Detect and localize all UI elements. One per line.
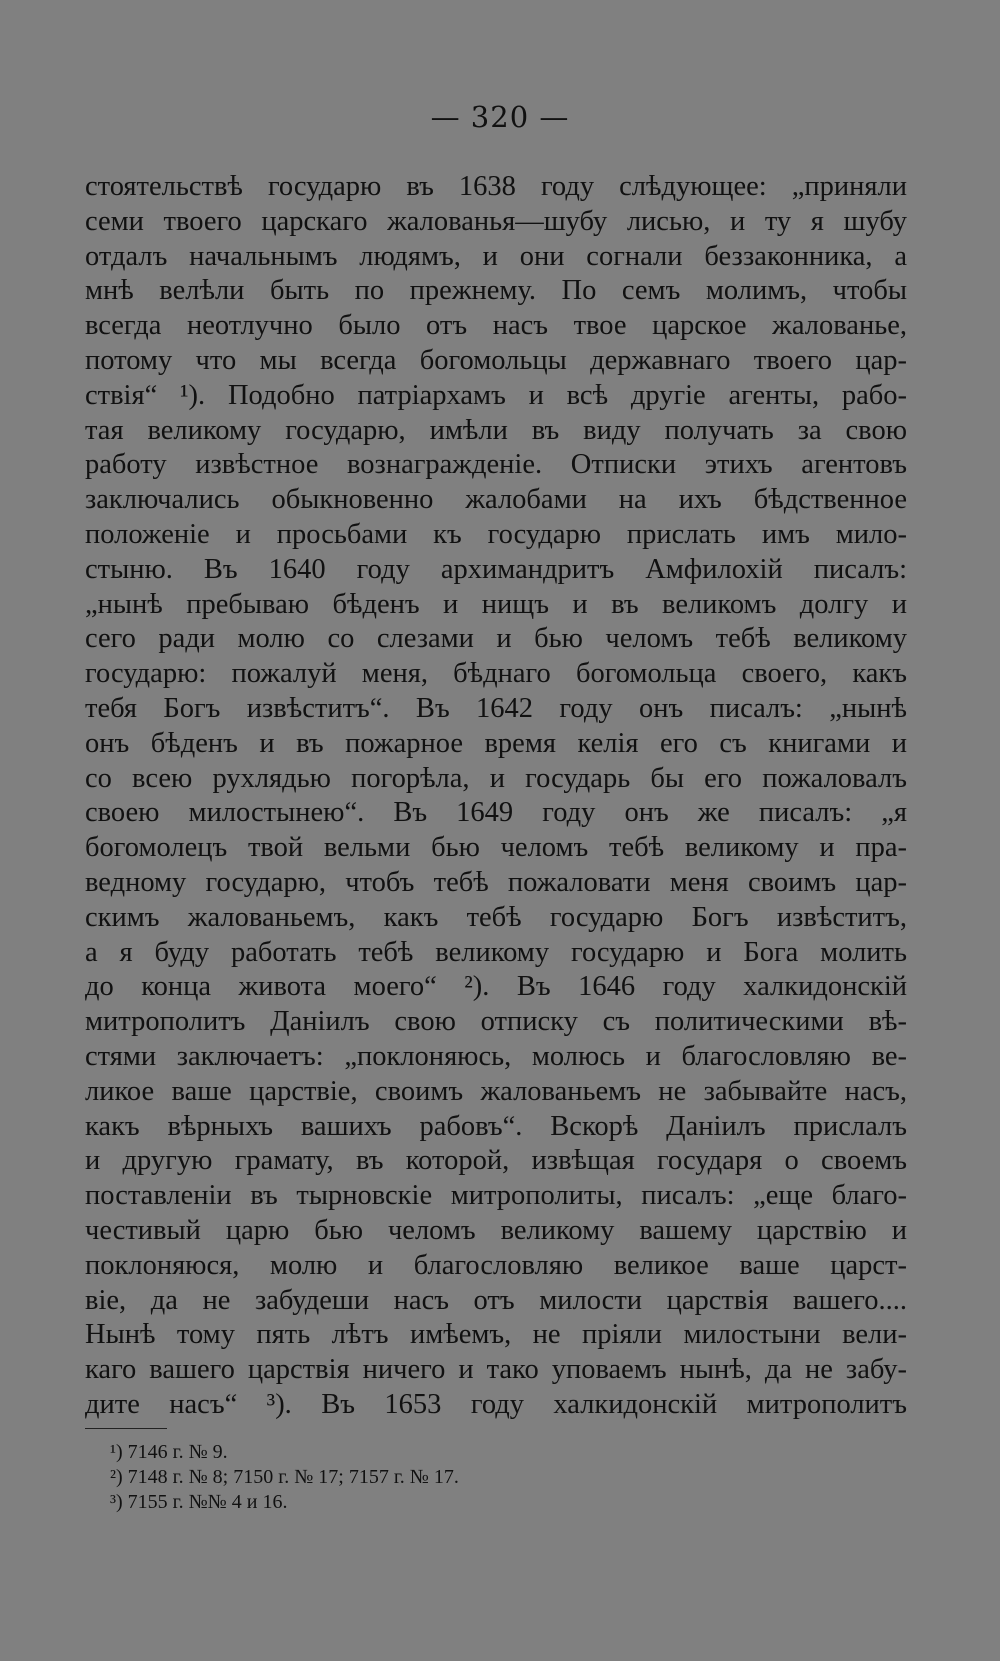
text-line: онъ бѣденъ и въ пожарное время келія его съ книгами и (85, 727, 907, 759)
text-line: потому что мы всегда богомольцы державнаго твоего цар- (85, 344, 907, 376)
text-line: семи твоего царскаго жалованья—шубу лисью, и ту я шубу (85, 205, 907, 237)
footnote-2: ²) 7148 г. № 8; 7150 г. № 17; 7157 г. № 17. (110, 1466, 459, 1488)
footnote-3: ³) 7155 г. №№ 4 и 16. (110, 1491, 288, 1513)
text-line: поставленіи въ тырновскіе митрополиты, писалъ: „еще благо- (85, 1180, 907, 1212)
text-line: и другую грамату, въ которой, извѣщая государя о своемъ (85, 1145, 907, 1177)
text-line: Нынѣ тому пять лѣтъ имѣемъ, не пріяли милостыни вели- (85, 1319, 907, 1351)
text-line: ствія“ ¹). Подобно патріархамъ и всѣ другіе агенты, рабо- (85, 379, 907, 411)
text-line: государю: пожалуй меня, бѣднаго богомольца своего, какъ (85, 658, 907, 690)
text-line: стыню. Въ 1640 году архимандритъ Амфилохій писалъ: (85, 553, 907, 585)
text-line: со всею рухлядью погорѣла, и государь бы его пожаловалъ (85, 762, 907, 794)
text-line: митрополитъ Даніилъ свою отписку съ политическими вѣ- (85, 1006, 907, 1038)
text-line: ликое ваше царствіе, своимъ жалованьемъ не забывайте насъ, (85, 1075, 907, 1107)
text-line: богомолецъ твой вельми бью челомъ тебѣ великому и пра- (85, 832, 907, 864)
footnote-1: ¹) 7146 г. № 9. (110, 1441, 228, 1463)
text-line: положеніе и просьбами къ государю прислать имъ мило- (85, 518, 907, 550)
text-line: тебя Богъ извѣститъ“. Въ 1642 году онъ писалъ: „нынѣ (85, 692, 907, 724)
text-line: тая великому государю, имѣли въ виду получать за свою (85, 414, 907, 446)
footnote-divider (85, 1428, 167, 1429)
text-line: работу извѣстное вознагражденіе. Отписки этихъ агентовъ (85, 449, 907, 481)
text-line: а я буду работать тебѣ великому государю и Бога молить (85, 936, 907, 968)
text-line: каго вашего царствія ничего и тако уповаемъ нынѣ, да не забу- (85, 1354, 907, 1386)
text-line: своею милостынею“. Въ 1649 году онъ же писалъ: „я (85, 797, 907, 829)
text-line: скимъ жалованьемъ, какъ тебѣ государю Богъ извѣститъ, (85, 901, 907, 933)
text-line: честивый царю бью челомъ великому вашему царствію и (85, 1214, 907, 1246)
text-line: до конца живота моего“ ²). Въ 1646 году халкидонскій (85, 971, 907, 1003)
text-line: поклоняюся, молю и благословляю великое ваше царст- (85, 1249, 907, 1281)
body-text (85, 170, 907, 1423)
text-line: дите насъ“ ³). Въ 1653 году халкидонскій митрополитъ (85, 1388, 907, 1420)
text-line: „нынѣ пребываю бѣденъ и нищъ и въ великомъ долгу и (85, 588, 907, 620)
footnotes (110, 1440, 810, 1515)
text-line: всегда неотлучно было отъ насъ твое царское жалованье, (85, 310, 907, 342)
text-line: отдалъ начальнымъ людямъ, и они согнали беззаконника, а (85, 240, 907, 272)
text-line: заключались обыкновенно жалобами на ихъ бѣдственное (85, 484, 907, 516)
text-line: стоятельствѣ государю въ 1638 году слѣдующее: „приняли (85, 171, 907, 202)
text-line: мнѣ велѣли быть по прежнему. По семъ молимъ, чтобы (85, 275, 907, 307)
text-line: стями заключаетъ: „поклоняюсь, молюсь и благословляю ве- (85, 1040, 907, 1072)
text-line: какъ вѣрныхъ вашихъ рабовъ“. Вскорѣ Даніилъ прислалъ (85, 1110, 907, 1142)
text-line: віе, да не забудеши насъ отъ милости царствія вашего.... (85, 1284, 907, 1316)
page-number: — 320 — (430, 100, 570, 134)
text-line: сего ради молю со слезами и бью челомъ тебѣ великому (85, 623, 907, 655)
text-line: ведному государю, чтобъ тебѣ пожаловати меня своимъ цар- (85, 866, 907, 898)
